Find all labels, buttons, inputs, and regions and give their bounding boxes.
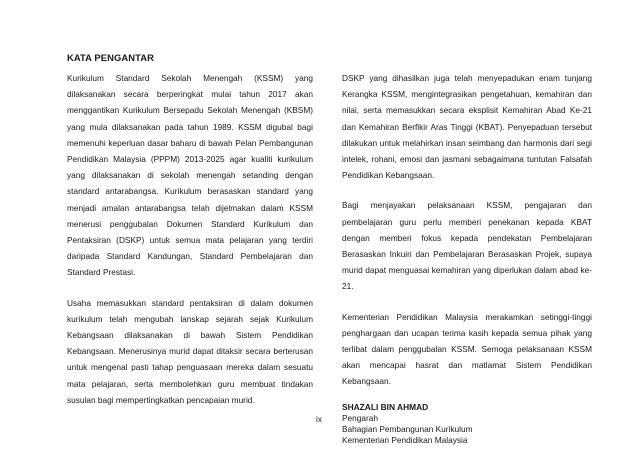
- page-heading: KATA PENGANTAR: [67, 52, 154, 63]
- paragraph: Bagi menjayakan pelaksanaan KSSM, pengajaran dan pembelajaran guru perlu memberi penekanan kepada KBAT dengan memberi fokus kepada pendekatan Pembelajaran Berasaskan Inkuiri dan Pembelajaran Berasaskan Projek, supaya murid dapat menguasai kemahiran yang diperlukan dalam abad ke-21.: [342, 200, 592, 292]
- paragraph: DSKP yang dihasilkan juga telah menyepadukan enam tunjang Kerangka KSSM, mengintegrasikan pengetahuan, kemahiran dan nilai, serta memasukkan secara eksplisit Kemahiran Abad Ke-21 dan Kemahiran Berfikir Aras Tinggi (KBAT). Penyepaduan tersebut dilakukan untuk melahirkan insan seimbang dan harmonis dari segi intelek, rohani, emosi dan jasmani sebagaimana tuntutan Falsafah Pendidikan Kebangsaan.: [342, 73, 592, 181]
- right-column: [342, 70, 592, 446]
- signatory-ministry: Kementerian Pendidikan Malaysia: [342, 435, 468, 446]
- page-number: ix: [316, 414, 322, 424]
- paragraph: Usaha memasukkan standard pentaksiran di dalam dokumen kurikulum telah mengubah lanskap sejarah sejak Kurikulum Kebangsaan dilaksanakan di bawah Sistem Pendidikan Kebangsaan. Menerusinya murid dapat ditaksir secara berterusan untuk mengenal pasti tahap penguasaan mereka dalam sesuatu mata pelajaran, serta membolehkan guru membuat tindakan susulan bagi mempertingkatkan pencapaian murid.: [67, 297, 313, 405]
- signatory-title: Pengarah: [342, 413, 378, 424]
- left-column: [67, 70, 313, 422]
- signatory-name: SHAZALI BIN AHMAD: [342, 401, 429, 412]
- paragraph: Kurikulum Standard Sekolah Menengah (KSSM) yang dilaksanakan secara berperingkat mulai tahun 2017 akan menggantikan Kurikulum Bersepadu Sekolah Menengah (KBSM) yang mula dilaksanakan pada tahun 1989. KSSM digubal bagi memenuhi keperluan dasar baharu di bawah Pelan Pembangunan Pendidikan Malaysia (PPPM) 2013-2025 agar kualiti kurikulum yang dilaksanakan di sekolah menengah setanding dengan standard antarabangsa. Kurikulum berasaskan standard yang menjadi amalan antarabangsa telah dijelmakan dalam KSSM menerusi penggubalan Dokumen Standard Kurikulum dan Pentaksiran (DSKP) untuk semua mata pelajaran yang terdiri daripada Standard Kandungan, Standard Pembelajaran dan Standard Prestasi.: [67, 73, 313, 278]
- paragraph: Kementerian Pendidikan Malaysia merakamkan setinggi-tinggi penghargaan dan ucapan terima kasih kepada semua pihak yang terlibat dalam penggubalan KSSM. Semoga pelaksanaan KSSM akan mencapai hasrat dan matlamat Sistem Pendidikan Kebangsaan.: [342, 311, 592, 387]
- signatory-division: Bahagian Pembangunan Kurikulum: [342, 424, 473, 435]
